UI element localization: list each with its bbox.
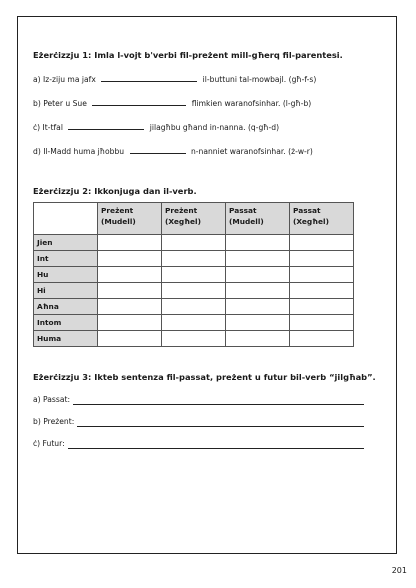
answer-cell[interactable] xyxy=(98,331,162,347)
exercise-1-line-a xyxy=(33,73,373,85)
answer-cell[interactable] xyxy=(98,283,162,299)
answer-cell[interactable] xyxy=(162,235,226,251)
exercise-2 xyxy=(33,186,373,347)
answer-cell[interactable] xyxy=(162,283,226,299)
answer-cell[interactable] xyxy=(290,315,354,331)
exercise-1 xyxy=(33,50,373,157)
exercise-1-line-d xyxy=(33,145,373,157)
answer-cell[interactable] xyxy=(98,299,162,315)
answer-cell[interactable] xyxy=(98,315,162,331)
answer-cell[interactable] xyxy=(226,315,290,331)
futur-label: ċ) Futur: xyxy=(33,439,65,448)
answer-cell[interactable] xyxy=(290,331,354,347)
table-row xyxy=(34,283,354,299)
exercise-1-line-b xyxy=(33,97,373,109)
blank-d[interactable] xyxy=(130,145,186,154)
line-d-after: n-nanniet waranofsinhar. (ż-w-r) xyxy=(190,147,313,156)
answer-cell[interactable] xyxy=(226,331,290,347)
answer-cell[interactable] xyxy=(162,251,226,267)
row-label: Hi xyxy=(34,283,98,299)
line-c-after: jilagħbu għand in-nanna. (q-għ-d) xyxy=(149,123,280,132)
exercise-3-line-a xyxy=(33,395,364,405)
answer-cell[interactable] xyxy=(162,315,226,331)
answer-cell[interactable] xyxy=(290,267,354,283)
answer-cell[interactable] xyxy=(98,235,162,251)
corner-cell xyxy=(34,203,98,235)
exercise-3-title: Eżerċizzju 3: Ikteb sentenza fil-passat, preżent u futur bil-verb “jilgħab”. xyxy=(33,372,376,382)
header-cell: Passat (Xegħel) xyxy=(290,203,354,235)
table-row xyxy=(34,251,354,267)
header-cell: Passat (Mudell) xyxy=(226,203,290,235)
answer-cell[interactable] xyxy=(226,235,290,251)
line-d-before: d) Il-Madd huma jħobbu xyxy=(33,147,125,156)
table-row xyxy=(34,331,354,347)
table-row xyxy=(34,315,354,331)
table-row xyxy=(34,267,354,283)
exercise-3 xyxy=(33,372,376,449)
answer-cell[interactable] xyxy=(226,299,290,315)
answer-cell[interactable] xyxy=(98,251,162,267)
blank-a[interactable] xyxy=(101,73,197,82)
line-a-after: il-buttuni tal-mowbajl. (għ-f-s) xyxy=(202,75,317,84)
answer-cell[interactable] xyxy=(98,267,162,283)
answer-cell[interactable] xyxy=(226,251,290,267)
line-b-before: b) Peter u Sue xyxy=(33,99,87,108)
answer-cell[interactable] xyxy=(290,299,354,315)
answer-cell[interactable] xyxy=(226,267,290,283)
exercise-3-line-b xyxy=(33,417,364,427)
passat-label: a) Passat: xyxy=(33,395,71,404)
row-label: Intom xyxy=(34,315,98,331)
table-header-row xyxy=(34,203,354,235)
answer-cell[interactable] xyxy=(290,251,354,267)
row-label: Aħna xyxy=(34,299,98,315)
passat-answer-line[interactable] xyxy=(73,396,364,405)
worksheet-content xyxy=(33,50,376,449)
answer-cell[interactable] xyxy=(162,331,226,347)
answer-cell[interactable] xyxy=(290,235,354,251)
prezent-label: b) Preżent: xyxy=(33,417,75,426)
line-b-after: flimkien waranofsinhar. (l-għ-b) xyxy=(191,99,312,108)
answer-cell[interactable] xyxy=(290,283,354,299)
exercise-2-title: Eżerċizzju 2: Ikkonjuga dan il-verb. xyxy=(33,186,197,196)
prezent-answer-line[interactable] xyxy=(77,418,364,427)
line-c-before: ċ) It-tfal xyxy=(33,123,63,132)
answer-cell[interactable] xyxy=(162,267,226,283)
answer-cell[interactable] xyxy=(162,299,226,315)
line-a-before: a) Iz-ziju ma jafx xyxy=(33,75,96,84)
header-cell: Preżent (Xegħel) xyxy=(162,203,226,235)
table-row xyxy=(34,299,354,315)
row-label: Int xyxy=(34,251,98,267)
page-number: 201 xyxy=(391,566,407,575)
header-cell: Preżent (Mudell) xyxy=(98,203,162,235)
exercise-1-line-c xyxy=(33,121,373,133)
row-label: Hu xyxy=(34,267,98,283)
exercise-1-title: Eżerċizzju 1: Imla l-vojt b'verbi fil-preżent mill-għerq fil-parentesi. xyxy=(33,50,343,60)
conjugation-table xyxy=(33,202,354,347)
row-label: Huma xyxy=(34,331,98,347)
futur-answer-line[interactable] xyxy=(68,440,364,449)
table-row xyxy=(34,235,354,251)
blank-c[interactable] xyxy=(68,121,144,130)
row-label: Jien xyxy=(34,235,98,251)
exercise-3-line-c xyxy=(33,439,364,449)
blank-b[interactable] xyxy=(92,97,186,106)
answer-cell[interactable] xyxy=(226,283,290,299)
